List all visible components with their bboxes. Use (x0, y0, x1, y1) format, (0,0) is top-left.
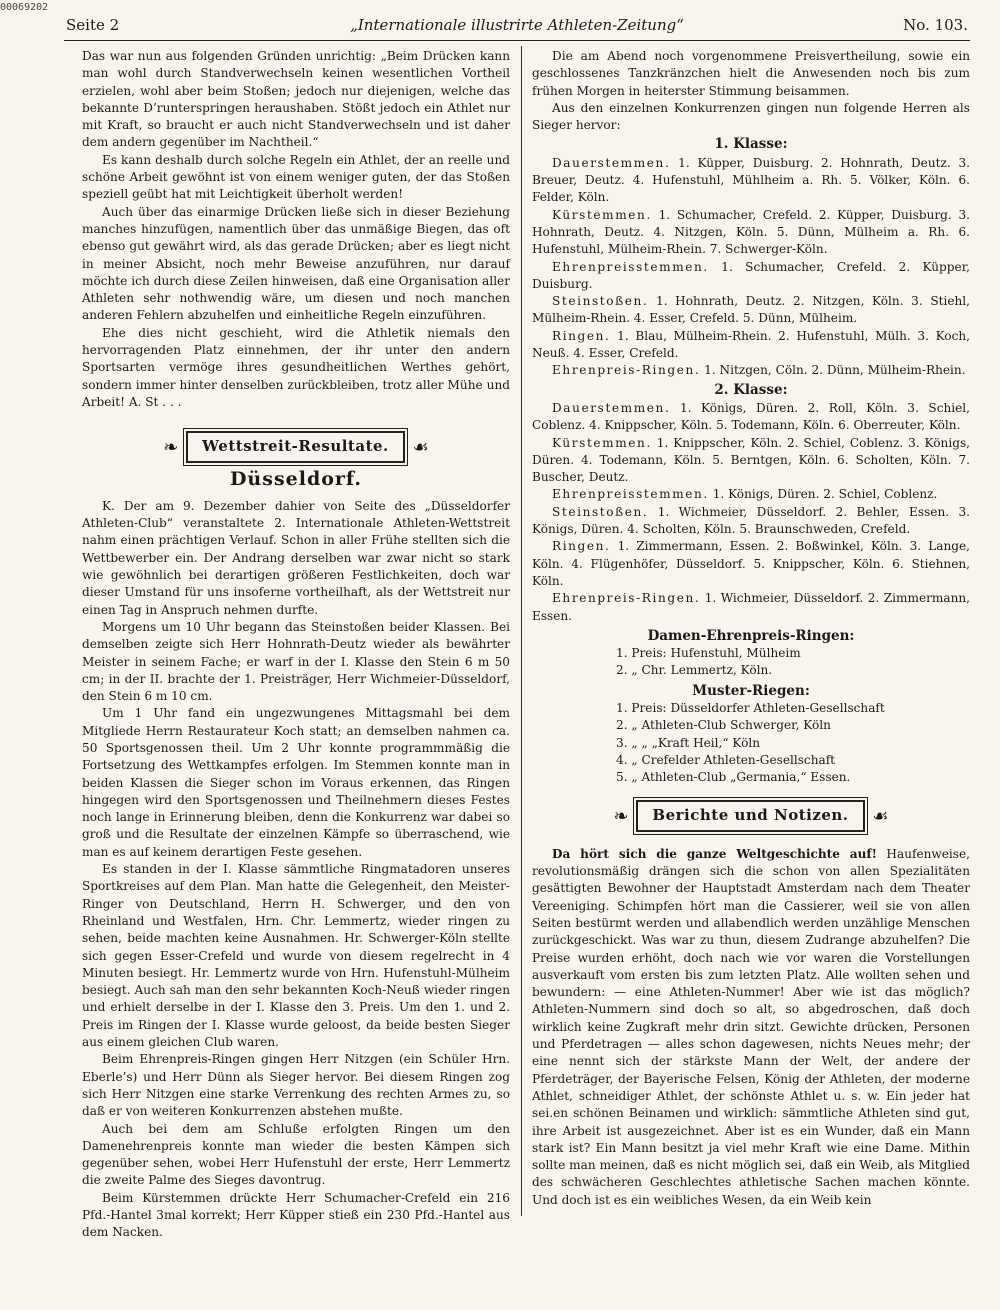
page-id: 00069202 (0, 2, 49, 13)
result-entry (532, 328, 970, 363)
class-1-title: 1. Klasse: (714, 136, 788, 153)
notes-text: Haufenweise, revolutionsmäßig drängen sich die schon von allen Spezialitäten gesättigten Bewohner der Hauptstadt Amsterdam nach dem Theater Vereeniging. Schimpfen hört man die Cassierer, weil sie von allen Seiten bestürmt werden und allabendlich werden unzählige Menschen zurückgeschickt. Was war zu thun, diesem Zudrange abzuhelfen? Die Preise wurden erhöht, doch nach wie vor waren die Vorstellungen ausverkauft vom ersten bis zum letzten Platz. Alle wollten sehen und bewundern: — eine Athleten-Nummer! Aber wie ist das möglich? Athleten-Nummern sind doch so alt, so abgedroschen, daß doch wirklich keine Zugkraft mehr drin sitzt. Gewichte drücken, Personen und Pferdetragen — alles schon dagewesen, nichts Neues mehr; der eine nennt sich der stärkste Mann der Welt, der andere der Pferdeträger, der Bayerische Felsen, König der Athleten, der moderne Athlet, schneidiger Athlet, der schönste Athlet u. s. w. Ein jeder hat sei.en schönen Beinamen und wirklich: sämmtliche Athleten sind gut, ihre Arbeit ist ausgezeichnet. Aber ist es ein Wunder, daß ein Mann stark ist? Ein Mann besitzt ja viel mehr Kraft wie eine Dame. Mithin sollte man meinen, daß es nicht möglich sei, daß ein Weib, als Mitglied des schwächeren Geschlechtes athletische Sachen machen könnte. Und doch ist es ein weibliches Wesen, da ein Weib kein (532, 846, 970, 1207)
ornament-left-icon: ❧ (613, 806, 629, 828)
event-name: Steinstoßen. (552, 294, 649, 309)
list-item: 3. „ „ „Kraft Heil,“ Köln (616, 735, 761, 750)
event-results: 1. Schumacher, Crefeld. 2. Küpper, Duisburg. (532, 259, 970, 291)
list-item: 2. „ Chr. Lemmertz, Köln. (616, 663, 773, 678)
ornament-right-icon: ☙ (412, 437, 429, 459)
right-column (532, 48, 970, 1209)
event-name: Ehrenpreis-Ringen. (552, 363, 701, 378)
event-results: 1. Wichmeier, Düsseldorf. 2. Zimmermann, Essen. (532, 591, 970, 623)
damen-prize-title: Damen-Ehrenpreis-Ringen: (647, 627, 855, 644)
result-entry (532, 155, 970, 207)
newspaper-title: „Internationale illustrirte Athleten-Zeitung“ (350, 16, 684, 34)
header-rule (64, 40, 970, 41)
paragraph: Aus den einzelnen Konkurrenzen gingen nun folgende Herren als Sieger hervor: (532, 100, 970, 133)
result-entry (532, 504, 970, 539)
notes-paragraph (532, 846, 970, 1209)
result-entry (532, 362, 970, 379)
result-entry (532, 486, 970, 503)
section-heading-wrap (532, 800, 970, 831)
event-name: Steinstoßen. (552, 504, 649, 519)
riegen-title: Muster-Riegen: (692, 682, 810, 699)
page-header (66, 16, 968, 40)
list-item: 1. Preis: Hufenstuhl, Mülheim (616, 646, 801, 661)
event-results: 1. Wichmeier, Düsseldorf. 2. Behler, Essen. 3. Königs, Düren. 4. Scholten, Köln. 5. Braunschweden, Crefeld. (532, 504, 970, 537)
result-entry (532, 590, 970, 625)
paragraph: K. Der am 9. Dezember dahier von Seite des „Düsseldorfer Athleten-Club“ veranstaltete 2. Internationale Athleten-Wettstreit nahm einen prächtigen Verlauf. Schon in aller Frühe stellten sich die Wettbewerber ein. Der Andrang derselben war zwar nicht so stark wie gewöhnlich bei derartigen größeren Festlichkeiten, doch war dieser Umstand für uns insoferne vortheilhaft, als der Wettstreit nur einen Tag in Anspruch nehmen durfte. (82, 498, 510, 617)
ornament-left-icon: ❧ (163, 437, 179, 459)
result-entry (532, 207, 970, 259)
class-2-title: 2. Klasse: (714, 381, 788, 398)
result-entry (532, 400, 970, 435)
list-item: 5. „ Athleten-Club „Germania,“ Essen. (616, 770, 851, 785)
event-results: 1. Blau, Mülheim-Rhein. 2. Hufenstuhl, Mülh. 3. Koch, Neuß. 4. Esser, Crefeld. (532, 328, 970, 361)
event-name: Ehrenpreisstemmen. (552, 487, 709, 502)
list-item: 2. „ Athleten-Club Schwerger, Köln (616, 718, 831, 733)
event-name: Ringen. (552, 539, 611, 554)
city-title: Düsseldorf. (229, 467, 363, 490)
event-name: Dauerstemmen. (552, 400, 671, 415)
result-entry (532, 293, 970, 328)
paragraph: Auch über das einarmige Drücken ließe sich in dieser Beziehung manches hinzufügen, namentlich über das unmäßige Biegen, das oft ebenso gut gewährt wird, als das gerade Drücken; aber es liegt nicht in meiner Absicht, noch mehr Beweise anzuführen, nur darauf möchte ich durch diese Zeilen hinweisen, daß eine Organisation aller Athleten sehr nothwendig wäre, um diesen und noch manchen anderen Fehlern abzuhelfen und einheitliche Regeln einzuführen. (82, 204, 510, 323)
left-column (82, 48, 510, 1242)
event-results: 1. Zimmermann, Essen. 2. Boßwinkel, Köln. 3. Lange, Köln. 4. Flügenhöfer, Düsseldorf. 5. Knippscher, Köln. 6. Stiehnen, Köln. (532, 539, 970, 588)
paragraph: Beim Kürstemmen drückte Herr Schumacher-Crefeld ein 216 Pfd.-Hantel 3mal korrekt; Herr Küpper stieß ein 230 Pfd.-Hantel aus dem Nacken. (82, 1190, 510, 1240)
paragraph: Das war nun aus folgenden Gründen unrichtig: „Beim Drücken kann man wohl durch Standverwechseln keinen wesentlichen Vortheil erzielen, wohl aber beim Stoßen; jedoch nur diejenigen, welche das bekannte D’runterspringen heraushaben. Stößt jedoch ein Athlet nur mit Kraft, so braucht er auch nicht Standverwechseln und ist daher dem andern gegenüber im Nachtheil.“ (82, 49, 510, 150)
notes-lead: Da hört sich die ganze Weltgeschichte auf! (552, 846, 877, 861)
event-name: Kürstemmen. (552, 435, 652, 450)
paragraph: Beim Ehrenpreis-Ringen gingen Herr Nitzgen (ein Schüler Hrn. Eberle’s) und Herr Dünn als Sieger hervor. Bei diesem Ringen zog sich Herr Nitzgen eine starke Verrenkung des rechten Armes zu, so daß er von weiteren Konkurrenzen abstehen mußte. (82, 1052, 510, 1119)
list-item: 4. „ Crefelder Athleten-Gesellschaft (616, 752, 836, 767)
paragraph: Es kann deshalb durch solche Regeln ein Athlet, der an reelle und schöne Arbeit gewöhnt ist von einem weniger guten, der das Stoßen speziell geübt hat mit Leichtigkeit überholt werden! (82, 152, 510, 202)
event-results: 1. Schumacher, Crefeld. 2. Küpper, Duisburg. 3. Hohnrath, Deutz. 4. Nitzgen, Köln. 5. Dünn, Mülheim a. Rh. 6. Hufenstuhl, Mülheim-Rhein. 7. Schwerger-Köln. (532, 207, 970, 257)
result-entry (532, 538, 970, 590)
section-heading-wrap (82, 431, 510, 462)
paragraph: Morgens um 10 Uhr begann das Steinstoßen beider Klassen. Bei demselben zeigte sich Herr Hohnrath-Deutz wieder als bewährter Meister in seinem Fache; er warf in der I. Klasse den Stein 6 m 50 cm; in der II. brachte der 1. Preisträger, Herr Wichmeier-Düsseldorf, den Stein 6 m 10 cm. (82, 619, 510, 704)
event-results: 1. Königs, Düren. 2. Roll, Köln. 3. Schiel, Coblenz. 4. Knippscher, Köln. 5. Todemann, Köln. 6. Oberreuter, Köln. (532, 400, 970, 433)
paragraph: Auch bei dem am Schluße erfolgten Ringen um den Damenehrenpreis konnte man wieder die besten Kämpen sich gegenüber sehen, wobei Herr Hufenstuhl der erste, Herr Lemmertz die zweite Palme des Sieges davontrug. (82, 1121, 510, 1188)
event-name: Kürstemmen. (552, 207, 652, 222)
event-results: 1. Königs, Düren. 2. Schiel, Coblenz. (708, 487, 938, 502)
paragraph: Die am Abend noch vorgenommene Preisvertheilung, sowie ein geschlossenes Tanzkränzchen hielt die Anwesenden noch bis zum frühen Morgen in heiterster Stimmung beisammen. (532, 49, 970, 98)
event-name: Ehrenpreisstemmen. (552, 259, 709, 274)
event-results: 1. Nitzgen, Cöln. 2. Dünn, Mülheim-Rhein. (700, 363, 966, 378)
page-number: Seite 2 (66, 16, 120, 34)
paragraph: Ehe dies nicht geschieht, wird die Athletik niemals den hervorragenden Platz einnehmen, der ihr unter den andern Sportsarten vermöge ihres gesundheitlichen Werthes gehört, sondern immer hinter denselben zurückbleiben, trotz aller Mühe und Arbeit! A. St . . . (82, 325, 510, 409)
section-title: Berichte und Notizen. (636, 800, 864, 831)
event-results: 1. Knippscher, Köln. 2. Schiel, Coblenz. 3. Königs, Düren. 4. Todemann, Köln. 5. Berntgen, Köln. 6. Scholten, Köln. 7. Buscher, Deutz. (532, 435, 970, 485)
event-results: 1. Küpper, Duisburg. 2. Hohnrath, Deutz. 3. Breuer, Deutz. 4. Hufenstuhl, Mühlheim a. Rh. 5. Völker, Köln. 6. Felder, Köln. (532, 155, 970, 205)
result-entry (532, 435, 970, 487)
event-name: Ringen. (552, 328, 611, 343)
result-entry (532, 259, 970, 294)
ornament-right-icon: ☙ (872, 806, 889, 828)
event-results: 1. Hohnrath, Deutz. 2. Nitzgen, Köln. 3. Stiehl, Mülheim-Rhein. 4. Esser, Crefeld. 5. Dünn, Mülheim. (532, 294, 970, 326)
issue-number: No. 103. (903, 16, 968, 34)
paragraph: Um 1 Uhr fand ein ungezwungenes Mittagsmahl bei dem Mitgliede Herrn Restaurateur Koch statt; an demselben nahmen ca. 50 Sportsgenossen theil. Um 2 Uhr konnte programmmäßig die Fortsetzung des Wettkampfes erfolgen. Im Stemmen konnte man in beiden Klassen die Sieger schon im Voraus erkennen, das Ringen hingegen wird den Sportsgenossen und Theilnehmern dieses Festes noch lange in Erinnerung bleiben, denn die Konkurrenz war dabei so groß und die Resultate der einzelnen Kämpfe so überraschend, wie man es auf keinem derartigen Feste gesehen. (82, 706, 510, 859)
paragraph: Es standen in der I. Klasse sämmtliche Ringmatadoren unseres Sportkreises auf dem Plan. Man hatte die Gelegenheit, den Meister-Ringer von Deutschland, Herrn H. Schwerger, und den von Rheinland und Westfalen, Hrn. Chr. Lemmertz, wieder ringen zu sehen, beide machten keine Ausnahmen. Hr. Schwerger-Köln stellte sich gegen Esser-Crefeld und wurde von diesem regelrecht in 4 Minuten besiegt. Hr. Lemmertz wurde von Hrn. Hufenstuhl-Mülheim besiegt. Auch sah man den sehr bekannten Koch-Neuß wieder ringen und erhielt derselbe in der I. Klasse den 3. Preis. Um den 1. und 2. Preis im Ringen der I. Klasse wurde geloost, da beide besten Sieger aus einem gleichen Club waren. (82, 862, 510, 1050)
list-item: 1. Preis: Düsseldorfer Athleten-Gesellschaft (616, 700, 885, 715)
event-name: Ehrenpreis-Ringen. (552, 591, 701, 606)
column-rule (521, 46, 522, 1216)
event-name: Dauerstemmen. (552, 155, 671, 170)
section-title: Wettstreit-Resultate. (186, 431, 405, 462)
